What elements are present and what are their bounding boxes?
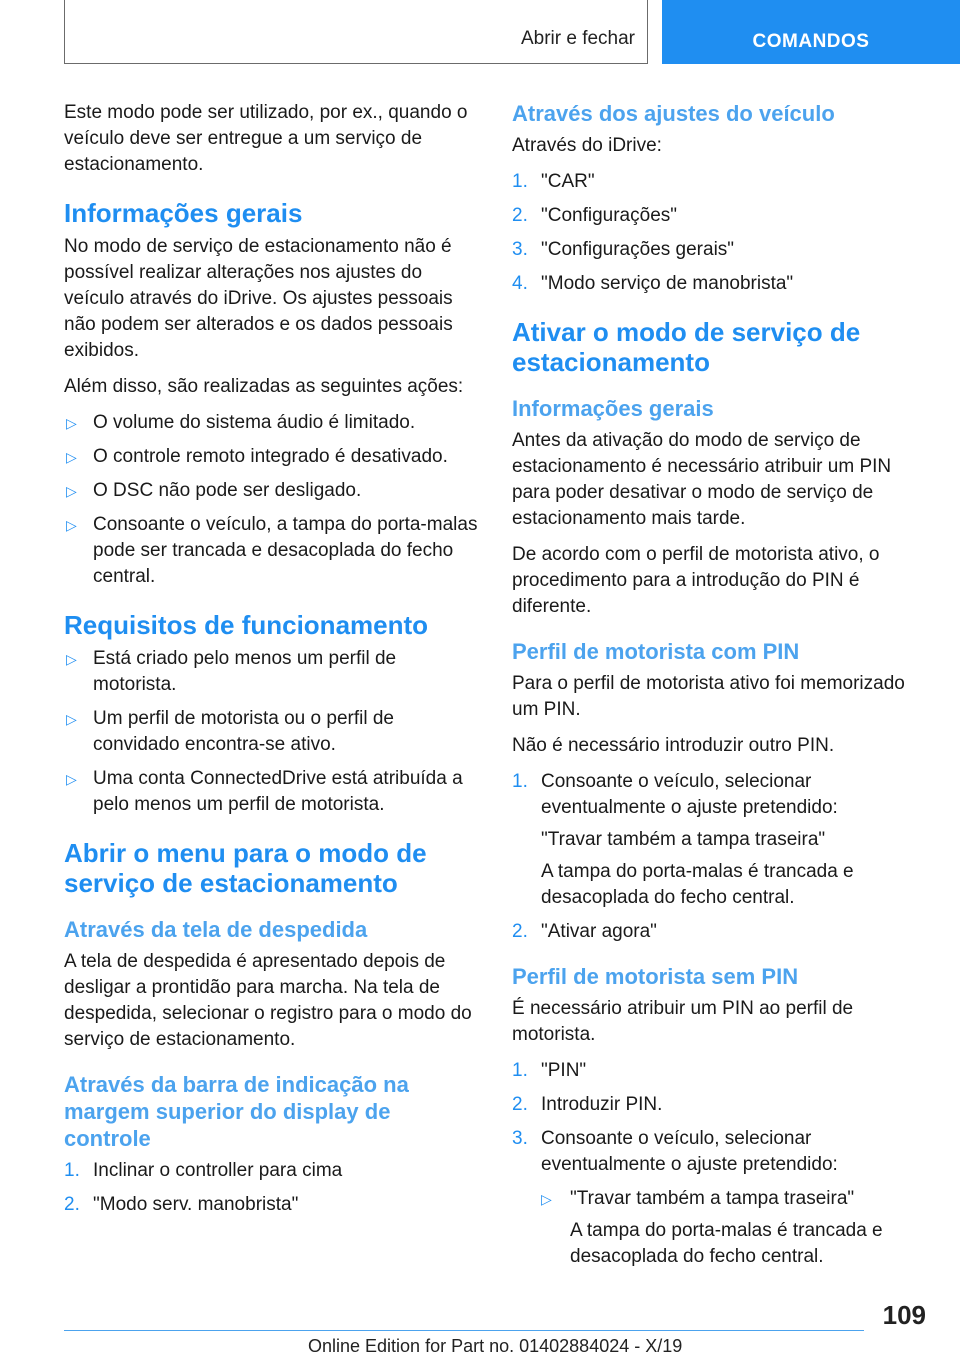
list-item: 2. "Ativar agora" — [512, 921, 657, 942]
list-item: 2. "Modo serv. manobrista" — [64, 1194, 299, 1215]
list-item: 3. Consoante o veículo, selecionar eventualmente o ajuste pretendido: ▷ "Travar também a tampa traseira" A tampa do porta-malas é trancada e desacoplada do fecho central. — [512, 1126, 926, 1270]
header-section-box — [64, 0, 648, 64]
list-item: 1. Inclinar o controller para cima — [64, 1160, 343, 1181]
without-pin-steps — [512, 1058, 926, 1270]
info2-paragraph-b: De acordo com o perfil de motorista ativo, o procedimento para a introdução do PIN é diferente. — [512, 544, 880, 617]
heading-open-menu: Abrir o menu para o modo de serviço de estacionamento — [64, 838, 427, 898]
actions-intro: Além disso, são realizadas as seguintes ações: — [64, 376, 464, 397]
list-item: ▷ Uma conta ConnectedDrive está atribuída a pelo menos um perfil de motorista. — [66, 768, 463, 815]
status-bar-steps — [64, 1158, 478, 1218]
heading-farewell-screen: Através da tela de despedida — [64, 917, 368, 942]
settings-paragraph: Através do iDrive: — [512, 135, 662, 156]
list-item: 2. "Configurações" — [512, 205, 678, 226]
list-item: ▷ O controle remoto integrado é desativado. — [64, 444, 478, 470]
triangle-bullet-icon: ▷ — [66, 711, 77, 727]
info2-paragraph-a: Antes da ativação do modo de serviço de estacionamento é necessário atribuir um PIN para poder desativar o modo de serviço de estacionamento mais tarde. — [512, 430, 892, 529]
list-item: 1. Consoante o veículo, selecionar eventualmente o ajuste pretendido: "Travar também a tampa traseira" A tampa do porta-malas é trancada e desacoplada do fecho central. — [512, 771, 854, 908]
list-item: ▷ Um perfil de motorista ou o perfil de convidado encontra-se ativo. — [66, 708, 394, 755]
triangle-bullet-icon: ▷ — [541, 1191, 552, 1207]
footer-edition: Online Edition for Part no. 01402884024 - X/19 — [308, 1336, 683, 1356]
list-item: ▷ "Travar também a tampa traseira" A tampa do porta-malas é trancada e desacoplada do fecho central. — [541, 1188, 883, 1267]
heading-profile-without-pin: Perfil de motorista sem PIN — [512, 964, 799, 989]
triangle-bullet-icon: ▷ — [66, 483, 77, 499]
list-item: 1. "CAR" — [512, 171, 595, 192]
list-item: 4. "Modo serviço de manobrista" — [512, 273, 794, 294]
triangle-bullet-icon: ▷ — [66, 449, 77, 465]
farewell-paragraph: A tela de despedida é apresentado depois de desligar a prontidão para marcha. Na tela de despedida, selecionar o registro para o modo do serviço de estacionamento. — [64, 951, 472, 1050]
triangle-bullet-icon: ▷ — [66, 517, 77, 533]
list-item: ▷ O volume do sistema áudio é limitado. — [64, 410, 478, 436]
with-pin-paragraph-a: Para o perfil de motorista ativo foi memorizado um PIN. — [512, 673, 905, 720]
footer-divider — [64, 1330, 864, 1331]
triangle-bullet-icon: ▷ — [66, 771, 77, 787]
right-column — [512, 100, 926, 1278]
heading-general-info-2: Informações gerais — [512, 396, 714, 421]
triangle-bullet-icon: ▷ — [66, 415, 77, 431]
section-title: Abrir e fechar — [520, 28, 635, 49]
requirements-list — [64, 646, 478, 818]
page-number: 109 — [882, 1300, 926, 1330]
heading-status-bar: Através da barra de indicação na margem superior do display de controle — [64, 1072, 409, 1151]
nested-list — [541, 1186, 926, 1270]
settings-steps — [512, 169, 926, 297]
actions-list — [64, 410, 478, 590]
left-column — [64, 100, 478, 1226]
with-pin-paragraph-b: Não é necessário introduzir outro PIN. — [512, 735, 835, 756]
list-item: ▷ Consoante o veículo, a tampa do porta-malas pode ser trancada e desacoplada do fecho central. — [66, 514, 478, 587]
list-item: ▷ O DSC não pode ser desligado. — [64, 478, 478, 504]
chapter-title: COMANDOS — [752, 31, 870, 52]
chapter-tab — [662, 0, 960, 64]
heading-vehicle-settings: Através dos ajustes do veículo — [512, 101, 835, 126]
without-pin-paragraph: É necessário atribuir um PIN ao perfil de motorista. — [512, 998, 854, 1045]
list-item: 1. "PIN" — [512, 1060, 587, 1081]
intro-paragraph: Este modo pode ser utilizado, por ex., quando o veículo deve ser entregue a um serviço de estacionamento. — [64, 102, 468, 175]
heading-general-info: Informações gerais — [64, 198, 303, 228]
list-item: 3. "Configurações gerais" — [512, 239, 735, 260]
heading-requirements: Requisitos de funcionamento — [64, 610, 429, 640]
heading-profile-with-pin: Perfil de motorista com PIN — [512, 639, 800, 664]
list-item: ▷ Está criado pelo menos um perfil de motorista. — [66, 648, 397, 695]
triangle-bullet-icon: ▷ — [66, 651, 77, 667]
general-info-paragraph: No modo de serviço de estacionamento não é possível realizar alterações nos ajustes do veículo através do iDrive. Os ajustes pessoais não podem ser alterados e os dados pessoais exibidos. — [64, 236, 453, 361]
heading-activate: Ativar o modo de serviço de estacionamento — [512, 317, 861, 377]
with-pin-steps — [512, 769, 926, 945]
list-item: 2. Introduzir PIN. — [512, 1094, 663, 1115]
